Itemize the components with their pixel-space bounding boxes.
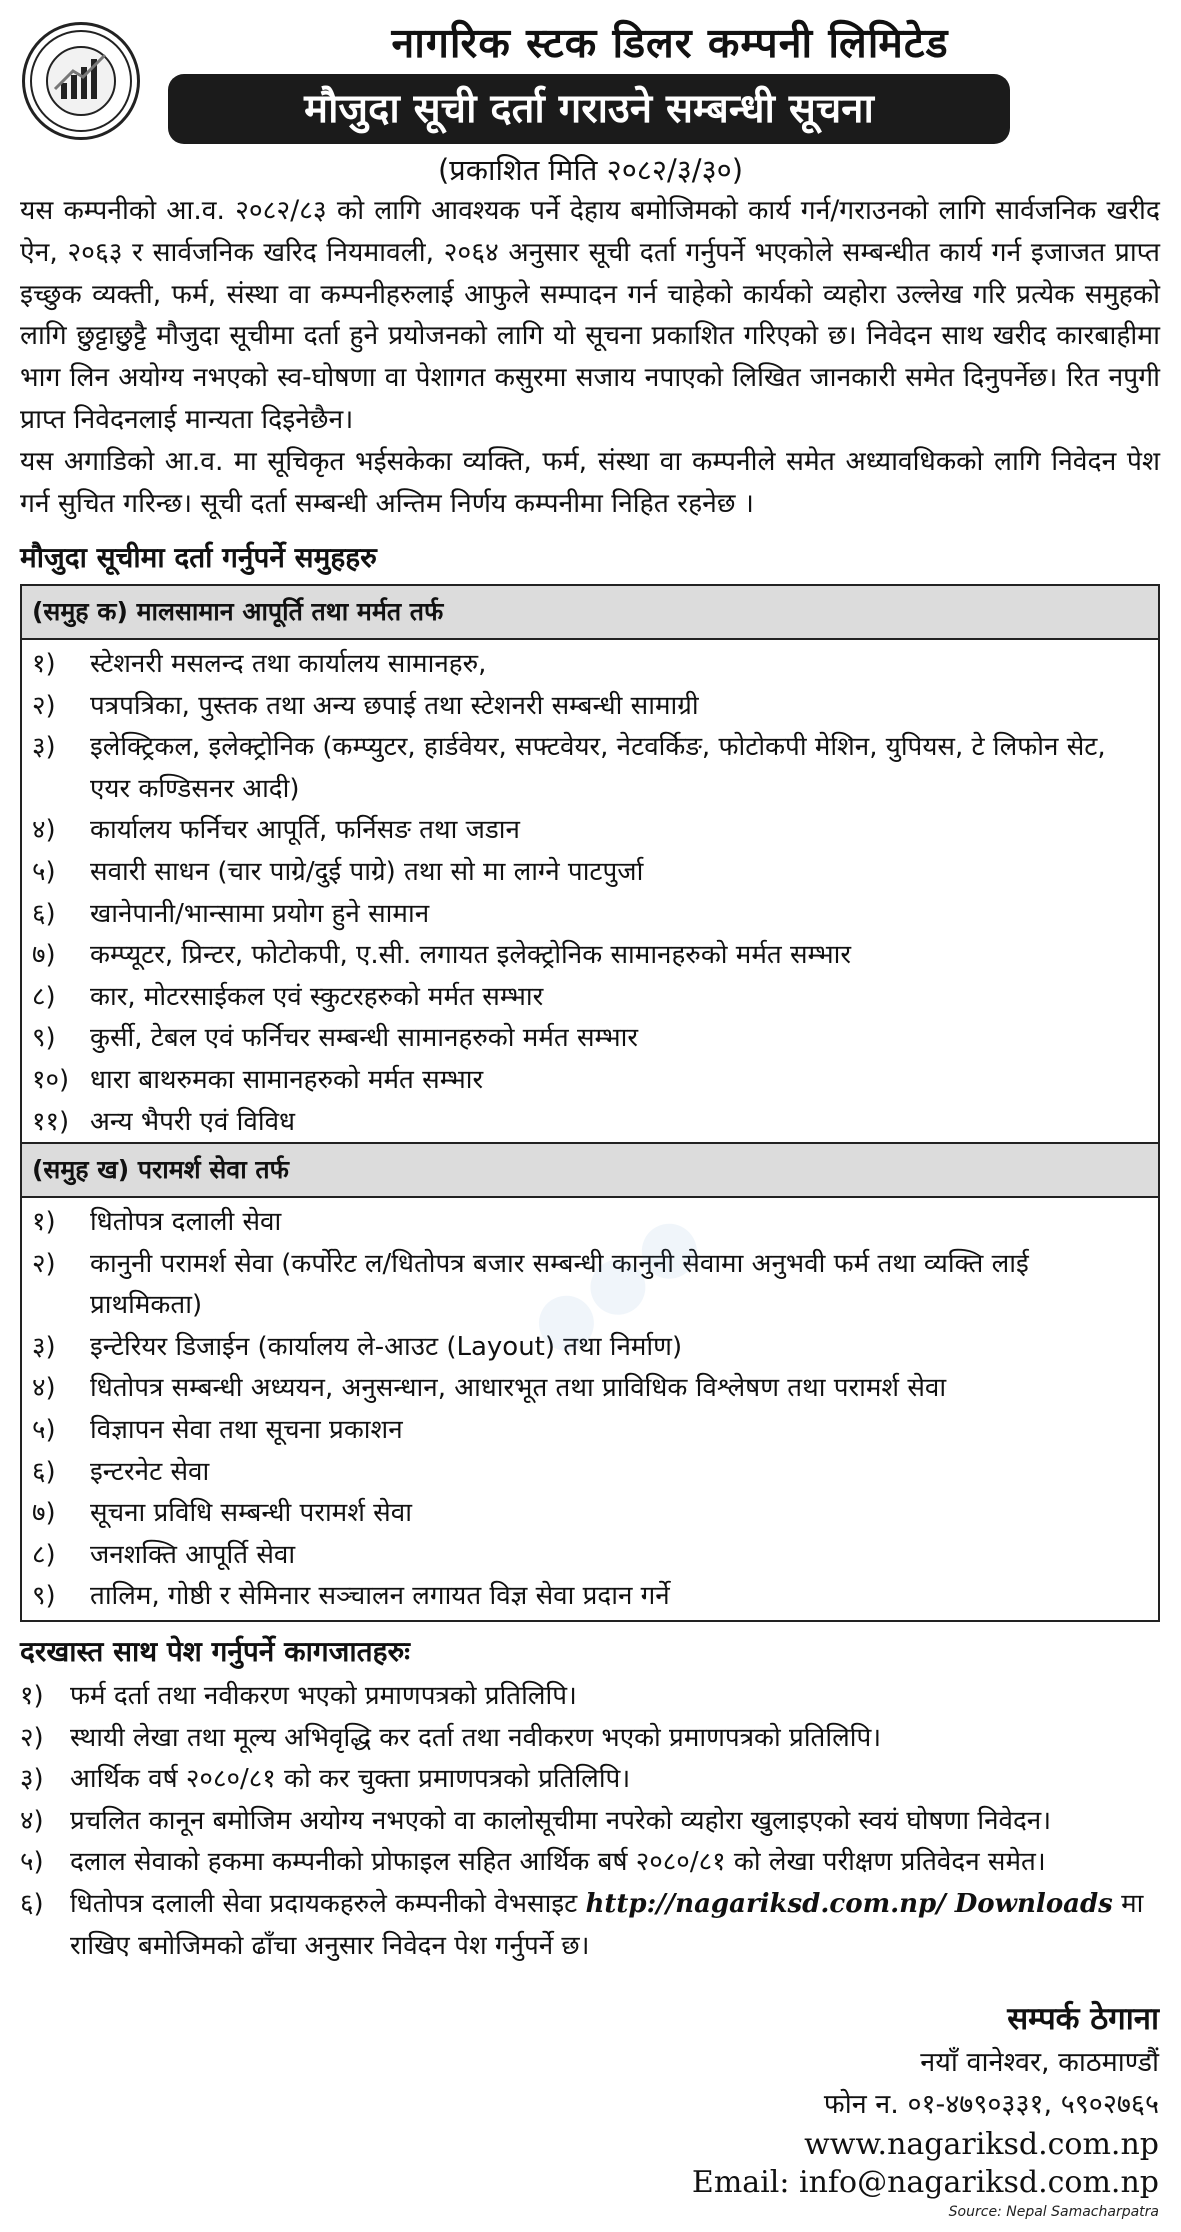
list-item bbox=[22, 1368, 1158, 1410]
list-item bbox=[22, 1535, 1158, 1577]
contact-email[interactable]: Email: info@nagariksd.com.np bbox=[691, 2165, 1159, 2200]
list-item bbox=[20, 1676, 1170, 1718]
group-kha-title: (समुह ख) परामर्श सेवा तर्फ bbox=[22, 1144, 1158, 1198]
item-text: कानुनी परामर्श सेवा (कर्पोरेट ल/धितोपत्र बजार सम्बन्धी कानुनी सेवामा अनुभवी फर्म तथा व्यक्ति लाई प्राथमिकता) bbox=[90, 1248, 1029, 1321]
contact-address: नयाँ वानेश्वर, काठमाण्डौं bbox=[920, 2047, 1159, 2078]
documents-list bbox=[20, 1676, 1170, 1967]
company-logo-icon bbox=[25, 25, 137, 137]
intro-paragraph: यस कम्पनीको आ.व. २०८२/८३ को लागि आवश्यक पर्ने देहाय बमोजिमको कार्य गर्न/गराउनको लागि सार्वजनिक खरीद ऐन, २०६३ र सार्वजनिक खरिद नियमावली, २०६४ अनुसार सूची दर्ता गर्नुपर्ने भएकोले सम्बन्धीत कार्य गर्न इजाजत प्राप्त इच्छुक व्यक्ती, फर्म, संस्था वा कम्पनीहरुलाई आफुले सम्पादन गर्न चाहेको कार्यको व्यहोरा उल्लेख गरि प्रत्येक समुहको लागि छुट्टाछुट्टै मौजुदा सूचीमा दर्ता हुने प्रयोजनको लागि यो सूचना प्रकाशित गरिएको छ। निवेदन साथ खरीद कारबाहीमा भाग लिन अयोग्य नभएको स्व-घोषणा वा पेशागत कसुरमा सजाय नपाएको लिखित जानकारी समेत दिनुपर्नेछ। रित नपुगी प्राप्त निवेदनलाई मान्यता दिइनेछैन। bbox=[20, 195, 1160, 435]
item-number: १) bbox=[32, 1207, 56, 1237]
item-number: ५) bbox=[32, 1414, 56, 1445]
list-item bbox=[22, 977, 1158, 1019]
download-instruction-prefix: धितोपत्र दलाली सेवा प्रदायकहरुले कम्पनीको वेभसाइट bbox=[70, 1888, 586, 1919]
intro-paragraph: यस अगाडिको आ.व. मा सूचिकृत भईसकेका व्यक्ति, फर्म, संस्था वा कम्पनीले समेत अध्यावधिकको लागि निवेदन पेश गर्न सुचित गरिन्छ। सूची दर्ता सम्बन्धी अन्तिम निर्णय कम्पनीमा निहित रहनेछ । bbox=[20, 445, 1160, 519]
list-item bbox=[20, 1884, 1170, 1967]
list-item bbox=[22, 852, 1158, 894]
item-text: कम्प्यूटर, प्रिन्टर, फोटोकपी, ए.सी. लगायत इलेक्ट्रोनिक सामानहरुको मर्मत सम्भार bbox=[90, 940, 852, 971]
item-text: स्थायी लेखा तथा मूल्य अभिवृद्धि कर दर्ता तथा नवीकरण भएको प्रमाणपत्रको प्रतिलिपि। bbox=[70, 1722, 882, 1753]
list-item bbox=[22, 1102, 1158, 1144]
item-text: सवारी साधन (चार पाग्रे/दुई पाग्रे) तथा सो मा लाग्ने पाटपुर्जा bbox=[90, 856, 644, 887]
item-text: आर्थिक वर्ष २०८०/८१ को कर चुक्ता प्रमाणपत्रको प्रतिलिपि। bbox=[70, 1764, 631, 1795]
item-text: प्रचलित कानून बमोजिम अयोग्य नभएको वा कालोसूचीमा नपरेको व्यहोरा खुलाइएको स्वयं घोषणा निवेदन। bbox=[70, 1805, 1052, 1836]
item-text: इन्टरनेट सेवा bbox=[90, 1456, 210, 1487]
item-number: ११) bbox=[32, 1106, 70, 1137]
list-item bbox=[22, 1202, 1158, 1244]
documents-heading: दरखास्त साथ पेश गर्नुपर्ने कागजातहरुः bbox=[20, 1635, 410, 1668]
item-number: ८) bbox=[32, 981, 56, 1012]
list-item bbox=[22, 1576, 1158, 1618]
item-number: ४) bbox=[32, 815, 56, 846]
list-item bbox=[22, 1060, 1158, 1102]
contact-heading: सम्पर्क ठेगाना bbox=[1007, 2001, 1159, 2037]
download-instruction-suffix: मा राखिए बमोजिमको ढाँचा अनुसार निवेदन पेश गर्नुपर्ने छ। bbox=[70, 1888, 1144, 1961]
item-text: कार्यालय फर्निचर आपूर्ति, फर्निसङ तथा जडान bbox=[90, 815, 520, 846]
downloads-link[interactable]: http://nagariksd.com.np/ Downloads bbox=[585, 1888, 1113, 1919]
list-item bbox=[22, 1452, 1158, 1494]
item-number: ३) bbox=[32, 1331, 56, 1362]
list-item bbox=[22, 727, 1158, 810]
group-kha-box bbox=[20, 1142, 1160, 1622]
item-text: इन्टेरियर डिजाईन (कार्यालय ले-आउट (Layout) तथा निर्माण) bbox=[90, 1331, 683, 1362]
item-number: ९) bbox=[32, 1023, 56, 1054]
item-text: पत्रपत्रिका, पुस्तक तथा अन्य छपाई तथा स्टेशनरी सम्बन्धी सामाग्री bbox=[90, 690, 699, 721]
list-item bbox=[22, 894, 1158, 936]
intro-text bbox=[20, 190, 1160, 524]
item-text: दलाल सेवाको हकमा कम्पनीको प्रोफाइल सहित आर्थिक बर्ष २०८०/८१ को लेखा परीक्षण प्रतिवेदन समेत। bbox=[70, 1847, 1046, 1878]
group-ka-list bbox=[22, 640, 1158, 1143]
company-logo bbox=[22, 22, 140, 140]
list-item bbox=[22, 1327, 1158, 1369]
notice-title-banner: मौजुदा सूची दर्ता गराउने सम्बन्धी सूचना bbox=[168, 74, 1010, 144]
watermark-decoration: ●●● bbox=[512, 1193, 716, 1371]
list-item bbox=[22, 1410, 1158, 1452]
contact-block bbox=[692, 1996, 1159, 2202]
item-number: ६) bbox=[32, 1456, 56, 1487]
list-item bbox=[20, 1842, 1170, 1884]
item-number: २) bbox=[32, 1248, 56, 1279]
list-item bbox=[22, 686, 1158, 728]
item-number: १) bbox=[32, 649, 56, 679]
item-number: ३) bbox=[20, 1764, 44, 1795]
item-text: अन्य भैपरी एवं विविध bbox=[90, 1106, 296, 1137]
list-item bbox=[22, 644, 1158, 686]
item-number: ९) bbox=[32, 1581, 56, 1612]
item-text: धितोपत्र सम्बन्धी अध्ययन, अनुसन्धान, आधारभूत तथा प्राविधिक विश्लेषण तथा परामर्श सेवा bbox=[90, 1373, 947, 1404]
item-text: सूचना प्रविधि सम्बन्धी परामर्श सेवा bbox=[90, 1498, 412, 1529]
item-text: इलेक्ट्रिकल, इलेक्ट्रोनिक (कम्प्युटर, हार्डवेयर, सफ्टवेयर, नेटवर्किङ, फोटोकपी मेशिन, युपियस, टे लिफोन सेट, एयर कण्डिसनर आदी) bbox=[90, 732, 1106, 804]
item-text: धारा बाथरुमका सामानहरुको मर्मत सम्भार bbox=[90, 1064, 484, 1095]
item-text: धितोपत्र दलाली सेवा bbox=[90, 1207, 282, 1237]
item-number: ४) bbox=[20, 1805, 44, 1836]
list-item bbox=[22, 1018, 1158, 1060]
contact-website[interactable]: www.nagariksd.com.np bbox=[804, 2127, 1159, 2162]
item-number: १०) bbox=[32, 1064, 70, 1095]
item-number: २) bbox=[32, 690, 56, 721]
item-text: कार, मोटरसाईकल एवं स्कुटरहरुको मर्मत सम्भार bbox=[90, 981, 544, 1012]
item-number: ५) bbox=[20, 1847, 44, 1878]
list-item bbox=[22, 1493, 1158, 1535]
item-number: ६) bbox=[32, 898, 56, 929]
item-text: कुर्सी, टेबल एवं फर्निचर सम्बन्धी सामानहरुको मर्मत सम्भार bbox=[90, 1023, 638, 1054]
list-item bbox=[20, 1718, 1170, 1760]
groups-heading: मौजुदा सूचीमा दर्ता गर्नुपर्ने समुहहरु bbox=[20, 541, 377, 574]
list-item bbox=[22, 935, 1158, 977]
item-number: ६) bbox=[20, 1888, 44, 1919]
list-item bbox=[20, 1801, 1170, 1843]
published-date: (प्रकाशित मिति २०८२/३/३०) bbox=[437, 153, 744, 187]
source-credit: Source: Nepal Samacharpatra bbox=[948, 2204, 1159, 2220]
item-number: १) bbox=[20, 1681, 44, 1711]
item-number: ७) bbox=[32, 940, 56, 971]
item-text: खानेपानी/भान्सामा प्रयोग हुने सामान bbox=[90, 898, 430, 929]
list-item bbox=[22, 1244, 1158, 1327]
item-text: जनशक्ति आपूर्ति सेवा bbox=[90, 1539, 296, 1570]
item-number: २) bbox=[20, 1722, 44, 1753]
group-kha-list bbox=[22, 1198, 1158, 1618]
company-name: नागरिक स्टक डिलर कम्पनी लिमिटेड bbox=[391, 19, 949, 67]
list-item bbox=[22, 810, 1158, 852]
item-number: ४) bbox=[32, 1373, 56, 1404]
item-number: ३) bbox=[32, 732, 56, 763]
item-text: स्टेशनरी मसलन्द तथा कार्यालय सामानहरु, bbox=[90, 649, 487, 679]
item-number: ५) bbox=[32, 856, 56, 887]
item-text: विज्ञापन सेवा तथा सूचना प्रकाशन bbox=[90, 1414, 403, 1445]
contact-phone: फोन न. ०१-४७९०३३१, ५९०२७६५ bbox=[823, 2089, 1159, 2120]
group-ka-title: (समुह क) मालसामान आपूर्ति तथा मर्मत तर्फ bbox=[22, 586, 1158, 640]
item-text bbox=[70, 1884, 1170, 1967]
group-ka-box bbox=[20, 584, 1160, 1146]
item-text: फर्म दर्ता तथा नवीकरण भएको प्रमाणपत्रको प्रतिलिपि। bbox=[70, 1681, 577, 1711]
item-number: ७) bbox=[32, 1498, 56, 1529]
list-item bbox=[20, 1759, 1170, 1801]
item-number: ८) bbox=[32, 1539, 56, 1570]
item-text: तालिम, गोष्ठी र सेमिनार सञ्चालन लगायत विज्ञ सेवा प्रदान गर्ने bbox=[90, 1581, 670, 1612]
